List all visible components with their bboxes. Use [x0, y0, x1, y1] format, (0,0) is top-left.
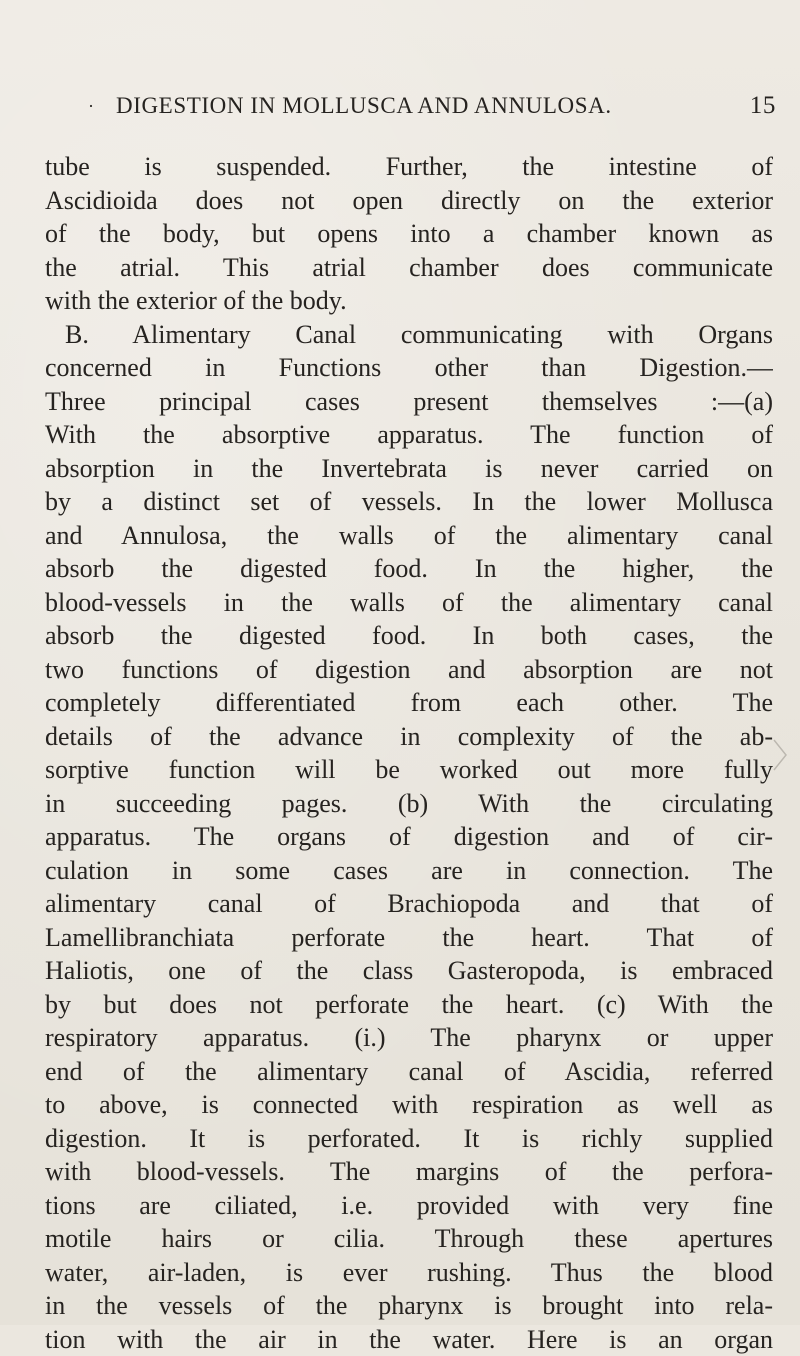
text-line: [45, 418, 773, 452]
line-text: with blood-vessels. The margins of the perfora-: [45, 1157, 773, 1186]
text-line: [45, 653, 773, 687]
text-line: [45, 1055, 773, 1089]
text-line: [45, 552, 773, 586]
line-text: With the absorptive apparatus. The function of: [45, 420, 773, 449]
text-line: [45, 519, 773, 553]
running-head-title: DIGESTION IN MOLLUSCA AND ANNULOSA.: [116, 90, 612, 122]
text-line: [45, 1323, 773, 1356]
text-line: [45, 1256, 773, 1290]
line-text: Three principal cases present themselves :—(a): [45, 387, 773, 416]
page-edge-mark: [772, 738, 792, 772]
line-text: Lamellibranchiata perforate the heart. That of: [45, 923, 773, 952]
text-line: [45, 217, 773, 251]
text-line: [45, 720, 773, 754]
line-text: with the exterior of the body.: [45, 286, 347, 315]
text-line: [45, 586, 773, 620]
text-line: [45, 385, 773, 419]
text-line: [45, 887, 773, 921]
line-text: motile hairs or cilia. Through these apertures: [45, 1224, 773, 1253]
line-text: respiratory apparatus. (i.) The pharynx or upper: [45, 1023, 773, 1052]
line-text: by but does not perforate the heart. (c) With the: [45, 990, 773, 1019]
running-head: [88, 90, 776, 122]
line-text: water, air-laden, is ever rushing. Thus the blood: [45, 1258, 773, 1287]
text-line: [45, 184, 773, 218]
header-bullet: ·: [88, 90, 95, 122]
text-line: [45, 1189, 773, 1223]
line-text: tion with the air in the water. Here is an organ: [45, 1325, 773, 1354]
text-line: [45, 1122, 773, 1156]
text-line: [45, 753, 773, 787]
line-text: concerned in Functions other than Digestion.—: [45, 353, 773, 382]
line-text: completely differentiated from each other. The: [45, 688, 773, 717]
line-text: sorptive function will be worked out more fully: [45, 755, 773, 784]
text-line: [45, 686, 773, 720]
text-line: [45, 1155, 773, 1189]
line-text: and Annulosa, the walls of the alimentary canal: [45, 521, 773, 550]
line-text: absorb the digested food. In the higher, the: [45, 554, 773, 583]
line-text: culation in some cases are in connection. The: [45, 856, 773, 885]
line-text: the atrial. This atrial chamber does communicate: [45, 253, 773, 282]
line-text: digestion. It is perforated. It is richly supplied: [45, 1124, 773, 1153]
text-line: [45, 854, 773, 888]
line-text: apparatus. The organs of digestion and of cir-: [45, 822, 773, 851]
line-text: of the body, but opens into a chamber known as: [45, 219, 773, 248]
text-line: [45, 284, 773, 318]
text-line: [45, 954, 773, 988]
text-line: [45, 787, 773, 821]
line-text: in the vessels of the pharynx is brought into rela-: [45, 1291, 773, 1320]
line-text: alimentary canal of Brachiopoda and that of: [45, 889, 773, 918]
text-line: [45, 921, 773, 955]
text-line: [45, 1222, 773, 1256]
line-text: absorption in the Invertebrata is never carried on: [45, 454, 773, 483]
text-line: [45, 150, 773, 184]
line-text: tube is suspended. Further, the intestine of: [45, 152, 773, 181]
line-text: to above, is connected with respiration as well as: [45, 1090, 773, 1119]
line-text: B. Alimentary Canal communicating with Organs: [65, 320, 773, 349]
line-text: by a distinct set of vessels. In the lower Mollusca: [45, 487, 773, 516]
line-text: tions are ciliated, i.e. provided with very fine: [45, 1191, 773, 1220]
line-text: details of the advance in complexity of the ab-: [45, 722, 773, 751]
line-text: blood-vessels in the walls of the alimentary canal: [45, 588, 773, 617]
line-text: Haliotis, one of the class Gasteropoda, is embraced: [45, 956, 773, 985]
text-line: [45, 452, 773, 486]
text-line: [45, 619, 773, 653]
text-line: [45, 485, 773, 519]
page-number: 15: [750, 90, 776, 122]
text-line: [45, 988, 773, 1022]
text-line: [45, 251, 773, 285]
line-text: absorb the digested food. In both cases, the: [45, 621, 773, 650]
line-text: end of the alimentary canal of Ascidia, referred: [45, 1057, 773, 1086]
text-line: [45, 820, 773, 854]
line-text: two functions of digestion and absorption are not: [45, 655, 773, 684]
text-line: [45, 1088, 773, 1122]
text-line: [45, 1289, 773, 1323]
line-text: in succeeding pages. (b) With the circulating: [45, 789, 773, 818]
line-text: Ascidioida does not open directly on the exterior: [45, 186, 773, 215]
text-line: [45, 318, 773, 352]
text-line: [45, 351, 773, 385]
text-line: [45, 1021, 773, 1055]
body-text: [45, 150, 773, 1356]
